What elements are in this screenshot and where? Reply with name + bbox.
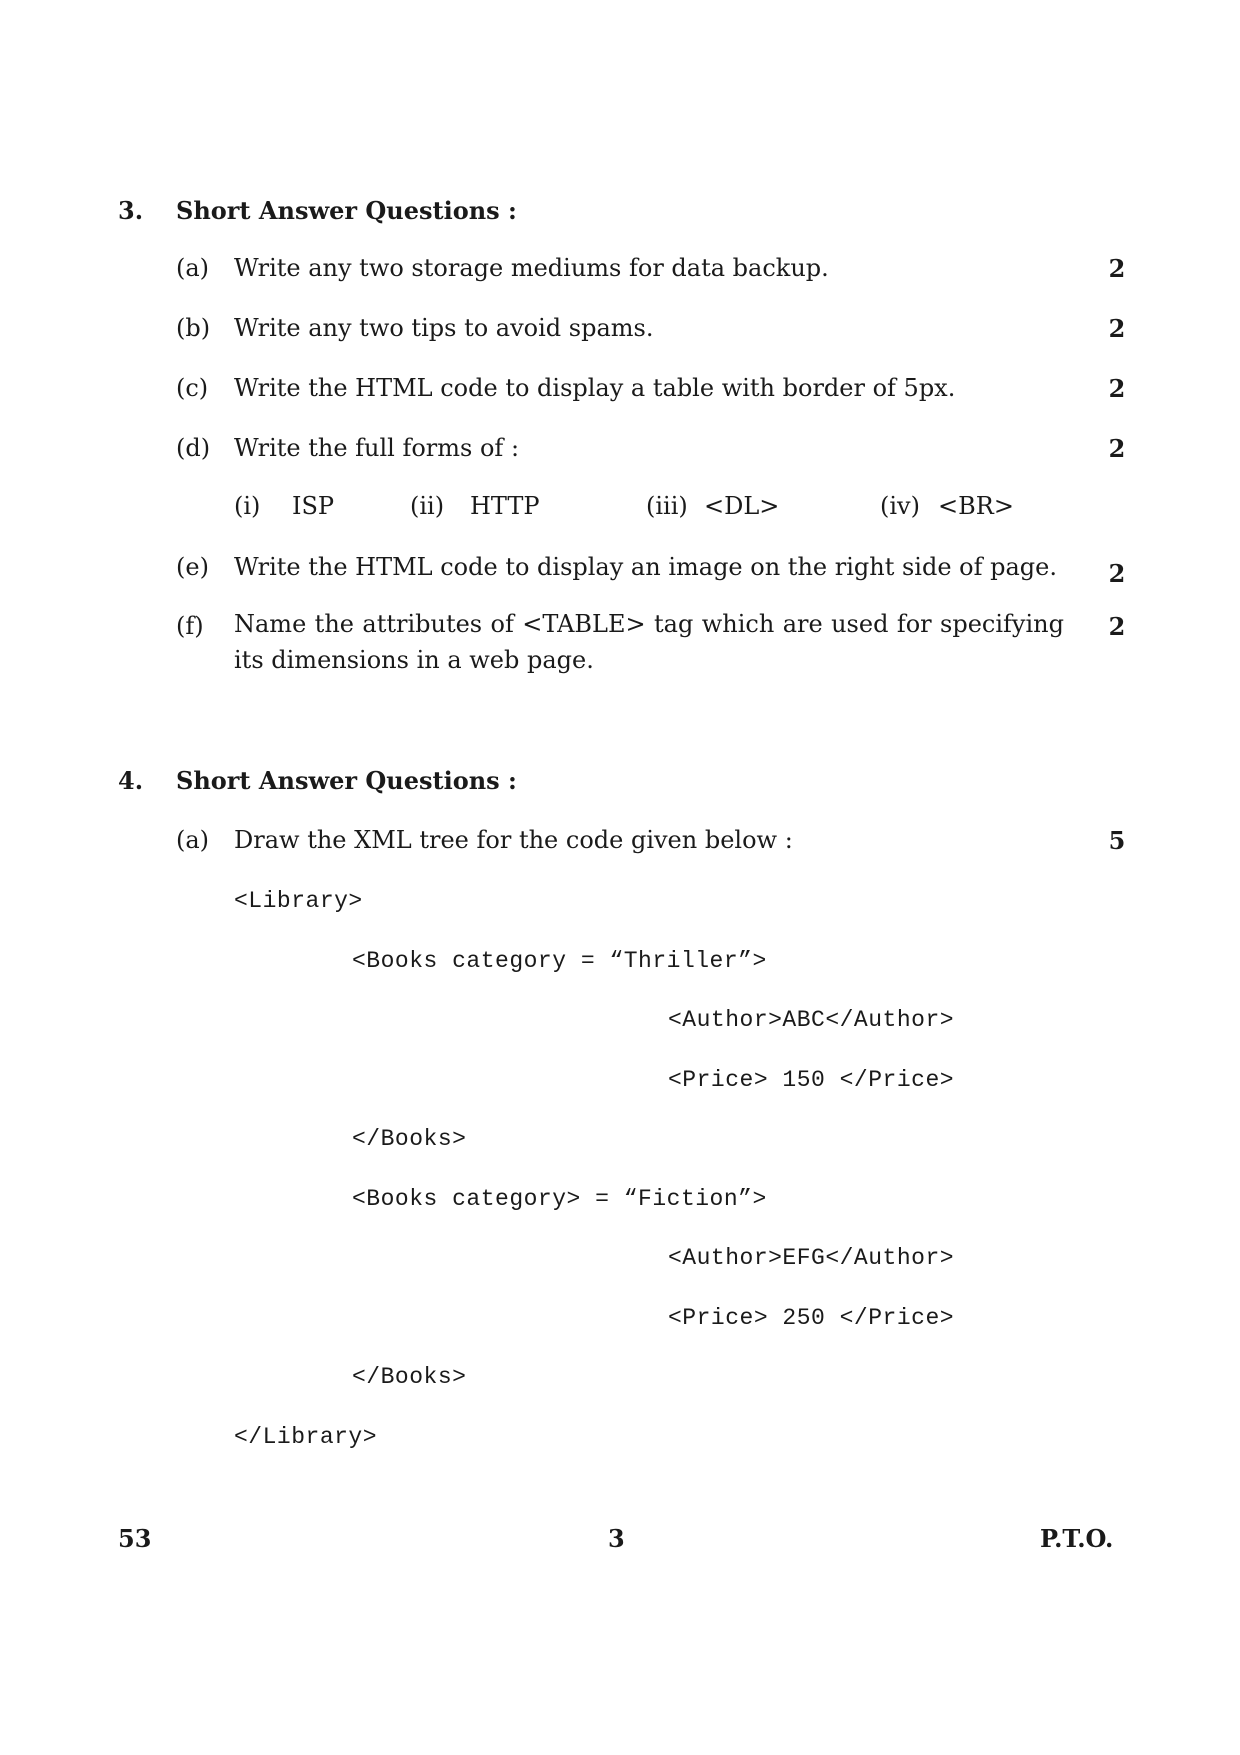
question-3a-marks: 2 <box>1108 254 1126 283</box>
code-line: <Books category = “Thriller”> <box>352 948 767 974</box>
question-3a-label: (a) <box>176 254 210 282</box>
subitem-i-label: (i) <box>234 492 261 520</box>
code-line: <Price> 250 </Price> <box>668 1305 955 1331</box>
question-4a-label: (a) <box>176 826 210 854</box>
question-3b-marks: 2 <box>1108 314 1126 343</box>
question-3a-text: Write any two storage mediums for data backup. <box>234 254 829 282</box>
section-4-number: 4. <box>118 766 144 795</box>
question-3b-label: (b) <box>176 314 211 342</box>
code-line: <Author>ABC</Author> <box>668 1007 955 1033</box>
subitem-ii-text: HTTP <box>470 492 540 520</box>
subitem-ii-label: (ii) <box>410 492 445 520</box>
question-3d-label: (d) <box>176 434 211 462</box>
question-4a-text: Draw the XML tree for the code given below : <box>234 826 793 854</box>
section-4-heading: Short Answer Questions : <box>176 766 517 795</box>
question-3c-text: Write the HTML code to display a table with border of 5px. <box>234 374 956 402</box>
question-3d-marks: 2 <box>1108 434 1126 463</box>
question-3b-text: Write any two tips to avoid spams. <box>234 314 654 342</box>
code-line: <Library> <box>234 888 363 914</box>
subitem-i-text: ISP <box>292 492 335 520</box>
section-3-heading: Short Answer Questions : <box>176 196 517 225</box>
code-line: </Books> <box>352 1364 467 1390</box>
question-3f-text: Name the attributes of <TABLE> tag which are used for specifying its dimensions in a web page. <box>234 610 1064 674</box>
question-3f-marks: 2 <box>1108 612 1126 641</box>
subitem-iv-label: (iv) <box>880 492 920 520</box>
code-line: </Library> <box>234 1424 378 1450</box>
question-3c-label: (c) <box>176 374 209 402</box>
footer-paper-code: 53 <box>118 1524 152 1553</box>
question-4a-marks: 5 <box>1108 826 1126 855</box>
code-line: </Books> <box>352 1126 467 1152</box>
subitem-iv-text: <BR> <box>938 492 1014 520</box>
code-line: <Price> 150 </Price> <box>668 1067 955 1093</box>
subitem-iii-label: (iii) <box>646 492 688 520</box>
code-line: <Books category> = “Fiction”> <box>352 1186 767 1212</box>
question-3f-label: (f) <box>176 612 204 640</box>
subitem-iii-text: <DL> <box>704 492 780 520</box>
footer-pto: P.T.O. <box>1040 1524 1114 1553</box>
question-3c-marks: 2 <box>1108 374 1126 403</box>
section-3-number: 3. <box>118 196 144 225</box>
question-3e-label: (e) <box>176 553 209 581</box>
question-3d-text: Write the full forms of : <box>234 434 520 462</box>
code-line: <Author>EFG</Author> <box>668 1245 955 1271</box>
footer-page-number: 3 <box>608 1524 625 1553</box>
question-3e-text: Write the HTML code to display an image on the right side of page. <box>234 553 1057 581</box>
question-3e-marks: 2 <box>1108 559 1126 588</box>
